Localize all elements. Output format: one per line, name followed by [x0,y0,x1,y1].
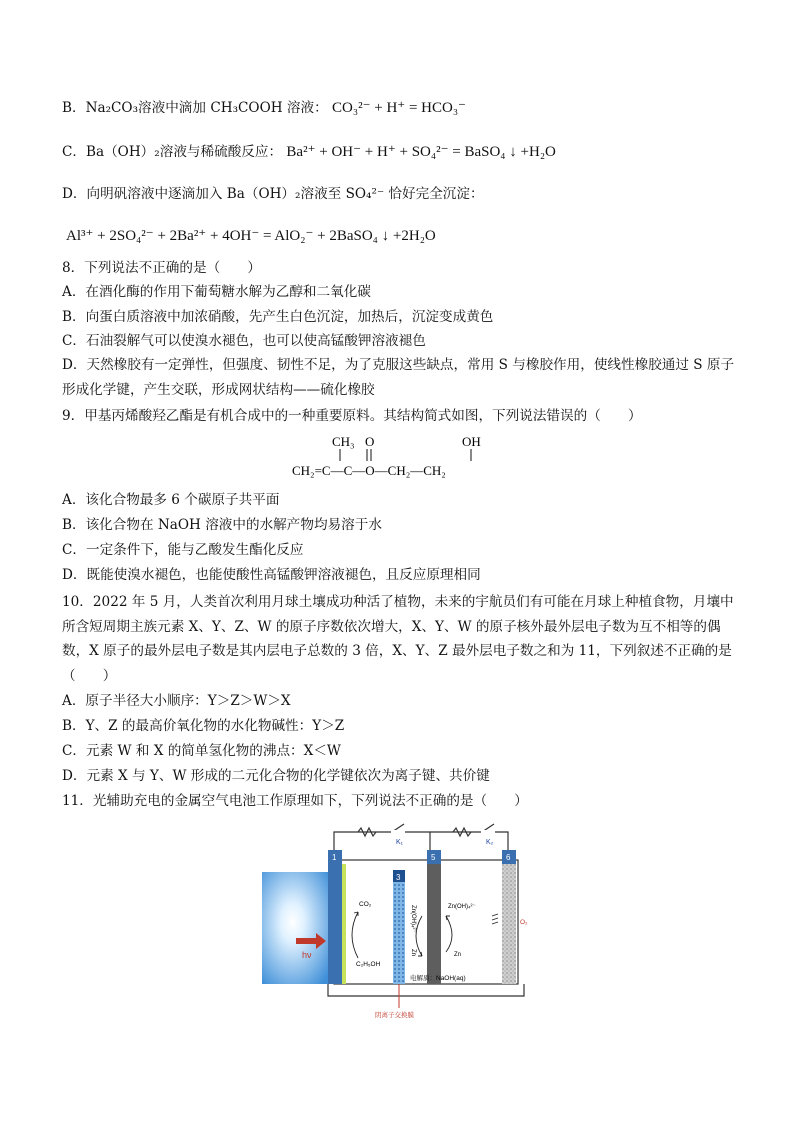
label-1: 1 [332,853,337,862]
electrode-1 [328,850,342,984]
battery-diagram-svg [258,820,538,1020]
q10-option-c: C．元素 W 和 X 的简单氢化物的沸点：X＜W [62,743,341,759]
q7-option-d-equation-line [66,226,744,246]
q10-option-a: A．原子半径大小顺序：Y＞Z＞W＞X [62,693,291,709]
q8-stem: 8．下列说法不正确的是（ ） [62,260,261,276]
q8-option-d: D．天然橡胶有一定弹性，但强度、韧性不足，为了克服这些缺点，常用 S 与橡胶作用，使线性橡胶通过 S 原子形成化学键，产生交联，形成网状结构——硫化橡胶 [62,357,735,398]
label-zn-oh4-right: Zn(OH)₄²⁻ [448,904,476,910]
q7-option-c-text: C．Ba（OH）₂溶液与稀硫酸反应： [62,144,283,160]
struct-ch3: CH₃ [332,434,355,449]
label-electrolyte: 电解质：NaOH(aq) [410,975,466,982]
q9-structural-formula [290,434,510,489]
q8-option-c: C．石油裂解气可以使溴水褪色，也可以使高锰酸钾溶液褪色 [62,333,426,349]
label-6: 6 [506,853,511,862]
struct-o-top: O [365,434,375,449]
q9-option-b: B．该化合物在 NaOH 溶液中的水解产物均易溶于水 [62,517,382,533]
q8-option-b: B．向蛋白质溶液中加浓硝酸，先产生白色沉淀，加热后，沉淀变成黄色 [62,309,494,325]
label-c2h5oh: C₂H₅OH [356,961,381,968]
q7-option-b-equation: CO₃²⁻ + H⁺ = HCO₃⁻ [332,100,466,116]
q10-stem: 10．2022 年 5 月，人类首次利用月球土壤成功种活了植物，未来的宇航员们有可能在月球上种植食物，月壤中所含短周期主族元素 X、Y、Z、W 的原子序数依次增大，X、Y、W 的原子核外最外层电子数为互不相等的偶数，X 原子的最外层电子数是其内层电子总数的 3 倍，X、Y、Z 最外层电子数之和为 11，下列叙述不正确的是（ ） [62,594,734,684]
photoelectrode-layer [342,864,346,984]
q7-option-c [62,142,744,162]
reaction-arrow-left-icon [352,912,358,958]
q8-option-a: A．在酒化酶的作用下葡萄糖水解为乙醇和二氧化碳 [62,284,371,300]
structural-formula-svg [290,434,510,484]
struct-oh: OH [462,434,481,449]
q7-option-d [62,184,744,204]
q7-option-d-equation: Al³⁺ + 2SO₄²⁻ + 2Ba²⁺ + 4OH⁻ = AlO₂⁻ + 2BaSO₄ ↓ +2H₂O [66,228,436,244]
q7-option-b [62,98,744,118]
electrode-6-air-cathode [502,850,516,984]
q10-option-d: D．元素 X 与 Y、W 形成的二元化合物的化学键依次为离子键、共价键 [62,768,490,784]
q7-option-d-text: D．向明矾溶液中逐滴加入 Ba（OH）₂溶液至 SO₄²⁻ 恰好完全沉淀： [62,186,484,202]
label-k1: K₁ [396,839,404,846]
electrode-5 [427,850,441,984]
label-co2: CO₂ [359,901,372,908]
q10-option-b: B．Y、Z 的最高价氧化物的水化物碱性：Y＞Z [62,718,345,734]
q9-stem: 9．甲基丙烯酸羟乙酯是有机合成中的一种重要原料。其结构简式如图，下列说法错误的（ ） [62,408,642,424]
label-5: 5 [431,853,436,862]
q7-option-b-text: B．Na₂CO₃溶液中滴加 CH₃COOH 溶液： [62,100,328,116]
label-zn-oh4-middle: Zn(OH)₄²⁻ [410,905,416,933]
battery-diagram [258,820,538,1020]
label-3: 3 [396,873,401,882]
label-zn-right: Zn [454,952,462,958]
q9-option-d: D．既能使溴水褪色，也能使酸性高锰酸钾溶液褪色，且反应原理相同 [62,567,481,583]
label-hv: hν [302,950,312,960]
reaction-arrow-right-icon [446,916,452,952]
label-k2: K₂ [486,839,494,846]
anion-exchange-membrane [393,870,405,984]
label-o2: O₂ [520,919,528,926]
label-zn-middle: Zn [410,949,416,957]
label-membrane: 阴离子交换膜 [375,1012,414,1019]
q7-option-c-equation: Ba²⁺ + OH⁻ + H⁺ + SO₄²⁻ = BaSO₄ ↓ +H₂O [286,144,556,160]
oxygen-flow-icon [492,914,498,924]
q11-stem: 11．光辅助充电的金属空气电池工作原理如下，下列说法不正确的是（ ） [62,793,528,809]
q9-option-c: C．一定条件下，能与乙酸发生酯化反应 [62,542,304,558]
q9-option-a: A．该化合物最多 6 个碳原子共平面 [62,492,280,508]
sunlight-image [262,872,330,984]
struct-main-chain: CH₂=C—C—O—CH₂—CH₂ [292,463,446,478]
